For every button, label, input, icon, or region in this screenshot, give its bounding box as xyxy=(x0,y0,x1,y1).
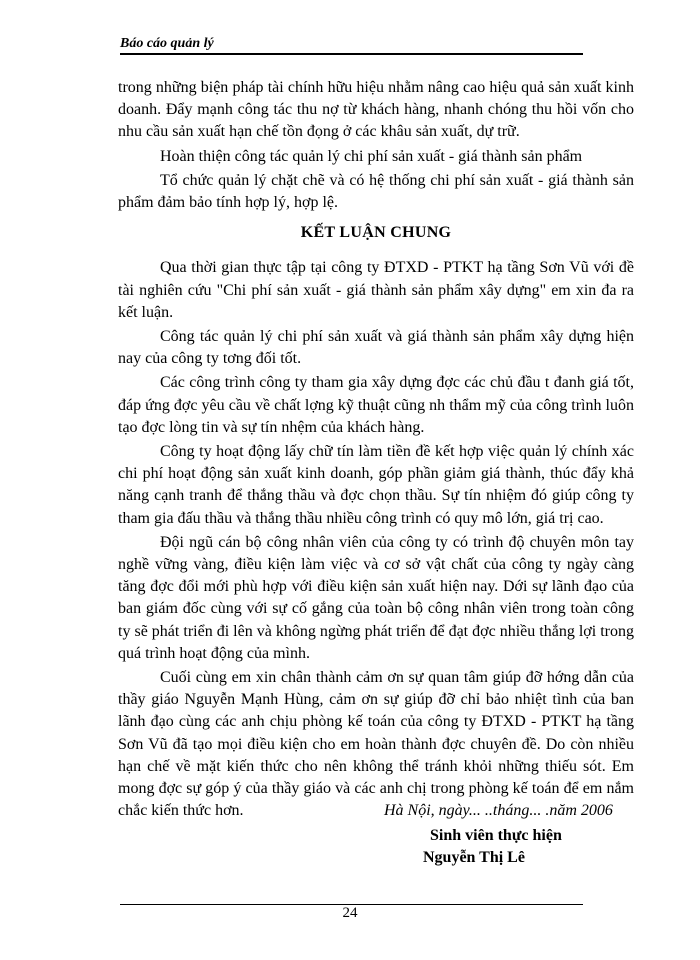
conclusion-paragraph: Qua thời gian thực tập tại công ty ĐTXD - PTKT hạ tầng Sơn Vũ với đề tài nghiên cứu "Chi phí sản xuất - giá thành sản phẩm xây dựng" em xin đa ra kết luận. xyxy=(118,259,634,321)
running-header: Báo cáo quản lý xyxy=(120,36,214,51)
conclusion-paragraph: Cuối cùng em xin chân thành cảm ơn sự quan tâm giúp đỡ hớng dẫn của thầy giáo Nguyễn Mạnh Hùng, cảm ơn sự giúp đỡ chỉ bảo nhiệt tình của ban lãnh đạo cùng các anh chịu phòng kế toán của công ty ĐTXD - PTKT hạ tầng Sơn Vũ đã tạo mọi điều kiện cho em hoàn thành đợc chuyên đề. Do còn nhiều hạn chế về mặt kiến thức cho nên không thể tránh khỏi những thiếu sót. Em mong đợc sự góp ý của thầy giáo và các anh chị trong phòng kế toán để em nắm chắc kiến thức hơn. xyxy=(118,669,634,820)
conclusion-paragraph: Công ty hoạt động lấy chữ tín làm tiền đề kết hợp việc quản lý chính xác chi phí hoạt động sản xuất kinh doanh, góp phần giảm giá thành, thúc đẩy khả năng cạnh tranh để thắng thầu và đợc chọn thầu. Sự tín nhiệm đó giúp công ty tham gia đấu thầu và thắng thầu nhiều công trình có quy mô lớn, giá trị cao. xyxy=(118,443,634,527)
header-rule xyxy=(120,53,583,55)
conclusion-paragraph: Các công trình công ty tham gia xây dựng đợc các chủ đầu t đanh giá tốt, đáp ứng đợc yêu cầu về chất lợng kỹ thuật cũng nh thẩm mỹ của công trình luôn tạo đợc lòng tin và sự tín nhệm của khách hàng. xyxy=(118,374,634,436)
section-heading: KẾT LUẬN CHUNG xyxy=(300,224,452,242)
signature-role: Sinh viên thực hiện xyxy=(430,827,562,844)
paragraph-continuation: trong những biện pháp tài chính hữu hiệu nhằm nâng cao hiệu quả sản xuất kinh doanh. Đẩy mạnh công tác thu nợ từ khách hàng, nhanh chóng thu hồi vốn cho nhu cầu sản xuất hạn chế tồn đọng ở các khâu sản xuất, dự trữ. xyxy=(118,79,634,141)
conclusion-paragraph: Công tác quản lý chi phí sản xuất và giá thành sản phẩm xây dựng hiện nay của công ty tơng đối tốt. xyxy=(118,328,634,368)
signature-name: Nguyễn Thị Lê xyxy=(423,849,525,866)
conclusion-paragraph: Đội ngũ cán bộ công nhân viên của công ty có trình độ chuyên môn tay nghề vững vàng, điều kiện làm việc và cơ sở vật chất của công ty ngày càng tăng đợc đổi mới phù hợp với điều kiện sản xuất hiện nay. Dới sự lãnh đạo của ban giám đốc cùng với sự cố gắng của toàn bộ công nhân viên trong toàn công ty sẽ phát triển đi lên và không ngừng phát triển để đạt đợc nhiều thắng lợi trong quá trình hoạt động của mình. xyxy=(118,533,634,662)
page-number: 24 xyxy=(342,905,358,921)
paragraph: Hoàn thiện công tác quản lý chi phí sản xuất - giá thành sản phẩm xyxy=(160,147,583,165)
signature-date: Hà Nội, ngày... ..tháng... .năm 2006 xyxy=(384,802,613,819)
paragraph: Tổ chức quản lý chặt chẽ và có hệ thống chi phí sản xuất - giá thành sản phẩm đảm bảo tính hợp lý, hợp lệ. xyxy=(118,171,634,212)
document-body xyxy=(118,77,634,825)
